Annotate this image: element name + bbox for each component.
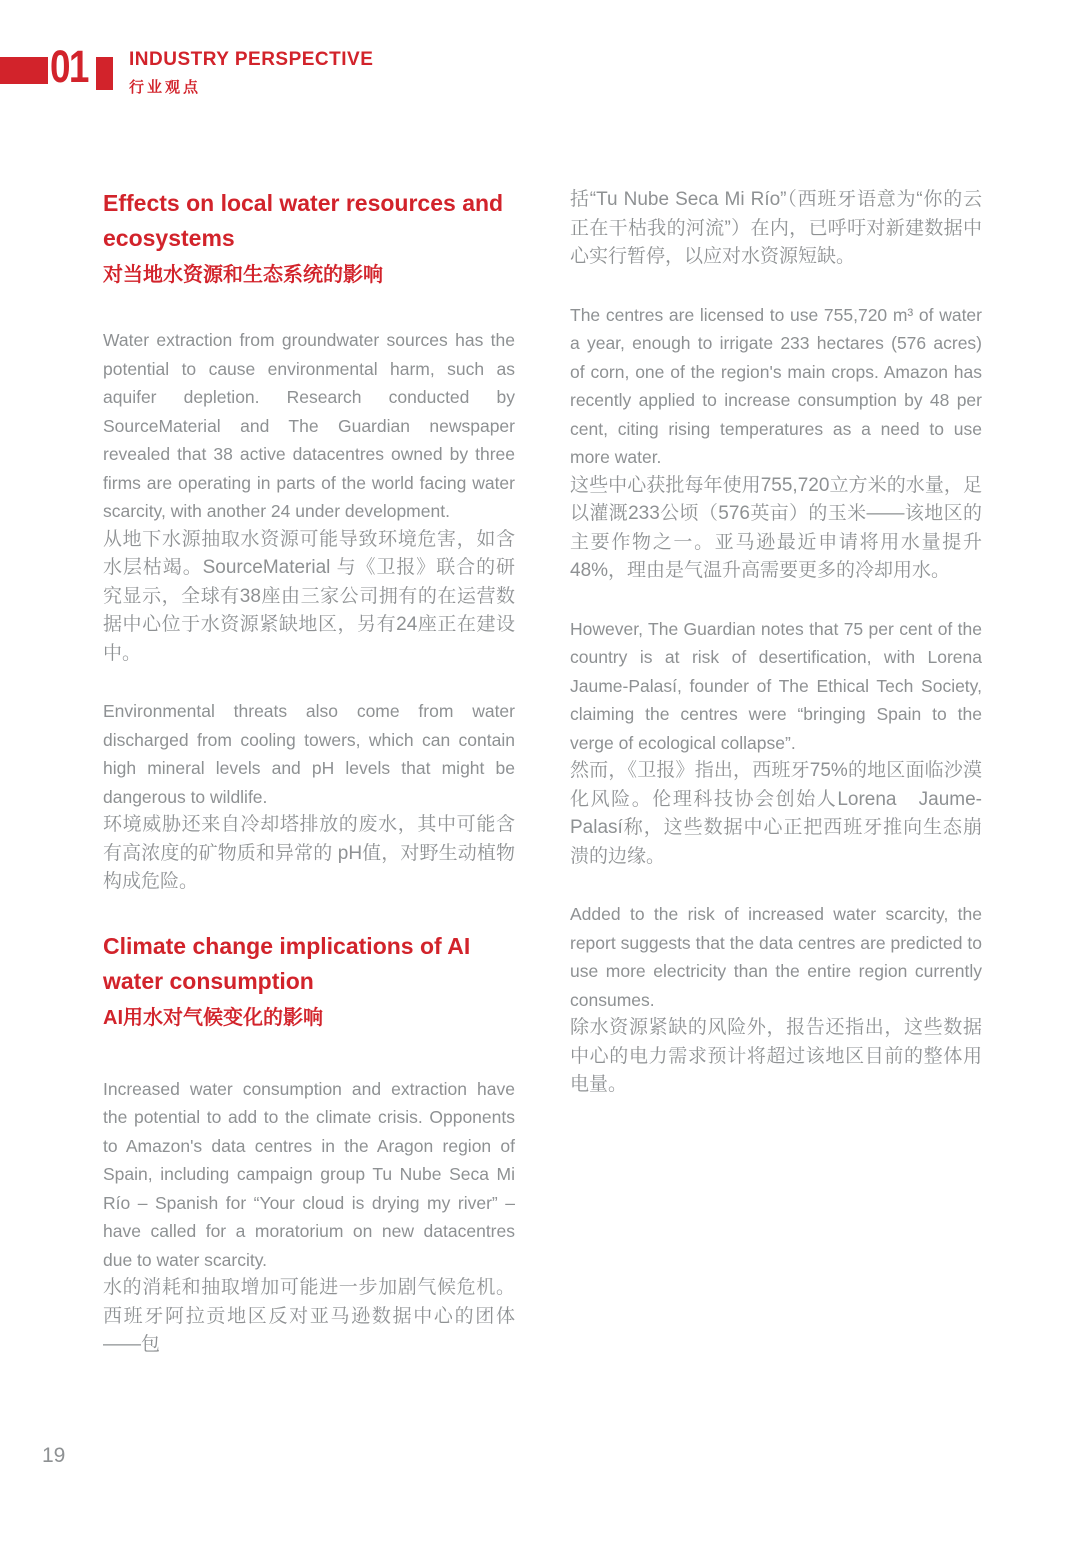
article-body — [103, 186, 982, 1389]
heading-climate-change-en: Climate change implications of AI water consumption — [103, 932, 471, 994]
heading-water-resources-en: Effects on local water resources and ecosystems — [103, 190, 504, 251]
heading-water-resources-zh: 对当地水资源和生态系统的影响 — [103, 264, 383, 286]
heading-block-climate — [103, 929, 515, 1033]
paragraph-zh: 然而，《卫报》指出，西班牙75%的地区面临沙漠化风险。伦理科技协会创始人Lorena Jaume-Palasí称，这些数据中心正把西班牙推向生态崩溃的边缘。 — [570, 760, 982, 867]
paragraph-en: However, The Guardian notes that 75 per cent of the country is at risk of desertification, with Lorena Jaume-Palasí, founder of The Ethical Tech Society, claiming the centres were “bringing Spain to the verge of ecological collapse”. — [570, 618, 982, 753]
paragraph-zh: 水的消耗和抽取增加可能进一步加剧气候危机。西班牙阿拉贡地区反对亚马逊数据中心的团体——包 — [103, 1277, 515, 1355]
section-number: 01 — [50, 41, 88, 92]
section-title-chinese: 行业观点 — [129, 79, 202, 96]
paragraph-zh: 环境威胁还来自冷却塔排放的废水，其中可能含有高浓度的矿物质和异常的 pH值，对野生动植物构成危险。 — [103, 814, 515, 892]
paragraph-group — [570, 301, 982, 586]
paragraph-group — [103, 326, 515, 668]
left-column — [103, 186, 515, 1389]
paragraph-group — [570, 186, 982, 272]
section-title-english: INDUSTRY PERSPECTIVE — [129, 49, 374, 70]
paragraph-en: Environmental threats also come from water discharged from cooling towers, which can contain high mineral levels and pH levels that might be dangerous to wildlife. — [103, 701, 515, 807]
paragraph-group — [103, 697, 515, 897]
paragraph-group — [570, 615, 982, 872]
heading-climate-change-zh: AI用水对气候变化的影响 — [103, 1006, 323, 1029]
right-column — [570, 186, 982, 1389]
paragraph-group — [103, 1075, 515, 1360]
section-banner-square — [96, 57, 113, 90]
paragraph-group — [570, 900, 982, 1100]
section-banner-bar — [0, 57, 48, 84]
paragraph-zh: 这些中心获批每年使用755,720立方米的水量，足以灌溉233公顷（576英亩）的玉米——该地区的主要作物之一。亚马逊最近申请将用水量提升48%，理由是气温升高需要更多的冷却用水。 — [570, 474, 982, 581]
paragraph-zh: 从地下水源抽取水资源可能导致环境危害，如含水层枯竭。SourceMaterial 与《卫报》联合的研究显示，全球有38座由三家公司拥有的在运营数据中心位于水资源紧缺地区，另有24座正在建设中。 — [103, 528, 515, 664]
paragraph-en: Added to the risk of increased water scarcity, the report suggests that the data centres are predicted to use more electricity than the entire region currently consumes. — [570, 904, 982, 1010]
paragraph-en: The centres are licensed to use 755,720 m³ of water a year, enough to irrigate 233 hectares (576 acres) of corn, one of the region's main crops. Amazon has recently applied to increase consumption by 48 per cent, citing rising temperatures as a need to use more water. — [570, 304, 982, 467]
paragraph-en: Increased water consumption and extraction have the potential to add to the climate crisis. Opponents to Amazon's data centres in the Aragon region of Spain, including campaign group Tu Nube Seca Mi Río – Spanish for “Your cloud is drying my river” – have called for a moratorium on new datacentres due to water scarcity. — [103, 1078, 515, 1270]
paragraph-zh: 除水资源紧缺的风险外，报告还指出，这些数据中心的电力需求预计将超过该地区目前的整体用电量。 — [570, 1017, 982, 1095]
paragraph-zh: 括“Tu Nube Seca Mi Río”（西班牙语意为“你的云正在干枯我的河流”）在内，已呼吁对新建数据中心实行暂停，以应对水资源短缺。 — [570, 189, 982, 267]
page-number: 19 — [42, 1444, 66, 1467]
paragraph-en: Water extraction from groundwater sources has the potential to cause environmental harm, such as aquifer depletion. Research conducted by SourceMaterial and The Guardian newspaper revealed that 38 active datacentres owned by three firms are operating in parts of the world facing water scarcity, with another 24 under development. — [103, 330, 515, 521]
